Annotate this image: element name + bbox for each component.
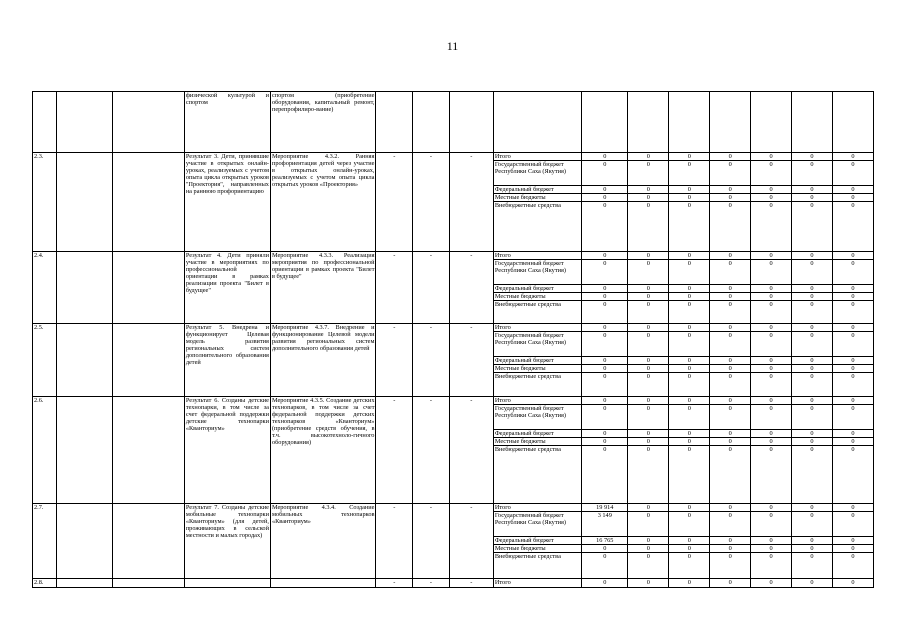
value-cell: 0 — [628, 397, 669, 405]
value-cell: 0 — [628, 504, 669, 512]
value-cell: 0 — [832, 579, 873, 588]
funding-source: Внебюджетные средства — [493, 373, 581, 397]
funding-source: Федеральный бюджет — [493, 186, 581, 194]
value-cell: 0 — [669, 405, 710, 430]
empty-cell — [56, 397, 112, 504]
funding-source: Государственный бюджет Республики Саха (Якутия) — [493, 405, 581, 430]
value-cell: 0 — [669, 545, 710, 553]
row-number: 2.4. — [33, 252, 57, 324]
value-cell: 0 — [669, 301, 710, 324]
value-cell: 0 — [792, 537, 833, 545]
funding-source: Местные бюджеты — [493, 545, 581, 553]
dash-cell: - — [413, 504, 450, 579]
value-cell: 0 — [751, 373, 792, 397]
value-cell: 0 — [710, 373, 751, 397]
value-cell: 0 — [751, 504, 792, 512]
value-cell: 0 — [832, 430, 873, 438]
funding-source: Местные бюджеты — [493, 438, 581, 446]
value-cell: 0 — [751, 446, 792, 504]
empty-cell — [56, 324, 112, 397]
value-cell: 0 — [710, 579, 751, 588]
value-cell: 0 — [628, 365, 669, 373]
value-cell: 0 — [832, 373, 873, 397]
value-cell: 0 — [710, 397, 751, 405]
value-cell: 0 — [628, 357, 669, 365]
value-cell: 0 — [669, 357, 710, 365]
value-cell: 0 — [832, 285, 873, 293]
value-cell: 0 — [792, 512, 833, 537]
value-cell: 0 — [710, 537, 751, 545]
value-cell: 0 — [582, 293, 628, 301]
dash-cell: - — [376, 153, 413, 252]
value-cell: 0 — [582, 186, 628, 194]
empty-cell — [56, 579, 112, 588]
value-cell: 0 — [792, 545, 833, 553]
measure-cell: Мероприятие 4.3.2. Ранняя профориентация детей через участие в открытых онлайн-уроках, реализуемых с учетом опыта цикла открытых уроков «Проектория» — [270, 153, 376, 252]
value-cell: 0 — [669, 293, 710, 301]
value-cell: 0 — [628, 301, 669, 324]
value-cell: 0 — [669, 202, 710, 252]
value-cell: 0 — [751, 194, 792, 202]
funding-source: Федеральный бюджет — [493, 357, 581, 365]
value-cell: 0 — [669, 397, 710, 405]
table-row-continued — [33, 92, 874, 153]
value-cell: 0 — [628, 186, 669, 194]
empty-cell — [792, 92, 833, 153]
value-cell: 0 — [792, 504, 833, 512]
value-cell: 0 — [669, 430, 710, 438]
value-cell: 0 — [792, 373, 833, 397]
value-cell: 0 — [751, 285, 792, 293]
value-cell: 0 — [628, 161, 669, 186]
value-cell: 0 — [792, 405, 833, 430]
funding-source: Государственный бюджет Республики Саха (Якутия) — [493, 332, 581, 357]
table-row — [33, 397, 874, 405]
value-cell: 0 — [792, 252, 833, 260]
value-cell: 0 — [751, 293, 792, 301]
value-cell: 0 — [832, 153, 873, 161]
value-cell: 0 — [751, 397, 792, 405]
value-cell: 0 — [710, 553, 751, 579]
empty-cell — [449, 92, 493, 153]
empty-cell — [751, 92, 792, 153]
funding-source: Итого — [493, 153, 581, 161]
num-cell — [33, 92, 57, 153]
value-cell: 0 — [751, 545, 792, 553]
value-cell: 0 — [710, 186, 751, 194]
value-cell: 0 — [792, 332, 833, 357]
value-cell: 0 — [710, 161, 751, 186]
empty-cell — [112, 504, 184, 579]
value-cell: 0 — [832, 332, 873, 357]
value-cell: 0 — [710, 504, 751, 512]
value-cell: 0 — [832, 405, 873, 430]
dash-cell: - — [413, 252, 450, 324]
value-cell: 0 — [582, 553, 628, 579]
value-cell: 0 — [628, 537, 669, 545]
empty-cell — [413, 92, 450, 153]
value-cell: 0 — [710, 285, 751, 293]
value-cell: 0 — [792, 357, 833, 365]
dash-cell: - — [413, 153, 450, 252]
value-cell: 0 — [628, 553, 669, 579]
value-cell: 0 — [792, 161, 833, 186]
measure-cell: Мероприятие 4.3.5. Создание детских технопарков, в том числе за счет федеральной поддержки детских технопарков «Кванториум» (приобретение средств обучения, в т.ч. высокотехноло-гичного оборудования) — [270, 397, 376, 504]
value-cell: 0 — [832, 504, 873, 512]
empty-cell — [56, 92, 112, 153]
value-cell: 0 — [792, 293, 833, 301]
value-cell: 0 — [669, 504, 710, 512]
result-cell: Результат 5. Внедрена и функционирует Целевая модель развития региональных систем дополнительного образования детей — [184, 324, 270, 397]
table-row — [33, 504, 874, 512]
value-cell: 0 — [582, 446, 628, 504]
value-cell: 0 — [832, 545, 873, 553]
value-cell: 0 — [832, 446, 873, 504]
value-cell: 0 — [710, 252, 751, 260]
dash-cell: - — [449, 153, 493, 252]
value-cell: 0 — [832, 365, 873, 373]
value-cell: 0 — [792, 446, 833, 504]
value-cell: 0 — [710, 365, 751, 373]
value-cell: 0 — [832, 161, 873, 186]
value-cell: 0 — [628, 512, 669, 537]
value-cell: 0 — [628, 579, 669, 588]
funding-source: Итого — [493, 324, 581, 332]
dash-cell: - — [449, 397, 493, 504]
funding-source: Местные бюджеты — [493, 194, 581, 202]
value-cell: 0 — [669, 194, 710, 202]
value-cell: 0 — [628, 194, 669, 202]
value-cell: 0 — [582, 332, 628, 357]
value-cell: 0 — [582, 301, 628, 324]
value-cell: 0 — [751, 153, 792, 161]
value-cell: 0 — [710, 293, 751, 301]
value-cell: 0 — [792, 365, 833, 373]
value-cell: 0 — [792, 285, 833, 293]
value-cell: 0 — [751, 365, 792, 373]
row-number: 2.6. — [33, 397, 57, 504]
row-number: 2.3. — [33, 153, 57, 252]
value-cell: 0 — [710, 202, 751, 252]
empty-cell — [669, 92, 710, 153]
value-cell: 0 — [751, 332, 792, 357]
funding-source: Внебюджетные средства — [493, 202, 581, 252]
value-cell: 0 — [710, 357, 751, 365]
dash-cell: - — [449, 252, 493, 324]
funding-source: Государственный бюджет Республики Саха (Якутия) — [493, 161, 581, 186]
row-number: 2.5. — [33, 324, 57, 397]
value-cell: 0 — [832, 260, 873, 285]
funding-source: Итого — [493, 397, 581, 405]
value-cell: 0 — [628, 324, 669, 332]
empty-cell — [493, 92, 581, 153]
value-cell: 0 — [582, 397, 628, 405]
value-cell: 0 — [669, 260, 710, 285]
value-cell: 0 — [582, 438, 628, 446]
value-cell: 0 — [832, 301, 873, 324]
empty-cell — [112, 153, 184, 252]
empty-cell — [832, 92, 873, 153]
value-cell: 0 — [628, 446, 669, 504]
value-cell: 0 — [628, 405, 669, 430]
dash-cell: - — [376, 397, 413, 504]
value-cell: 0 — [669, 537, 710, 545]
value-cell: 0 — [628, 373, 669, 397]
value-cell: 0 — [751, 512, 792, 537]
empty-cell — [56, 252, 112, 324]
result-cell: физической культурой и спортом — [184, 92, 270, 153]
value-cell: 0 — [710, 324, 751, 332]
value-cell: 3 149 — [582, 512, 628, 537]
value-cell: 0 — [832, 537, 873, 545]
value-cell: 0 — [792, 153, 833, 161]
value-cell: 0 — [669, 365, 710, 373]
value-cell: 0 — [710, 405, 751, 430]
value-cell: 0 — [669, 252, 710, 260]
value-cell: 0 — [832, 357, 873, 365]
value-cell: 0 — [792, 553, 833, 579]
funding-source: Внебюджетные средства — [493, 446, 581, 504]
measure-cell: Мероприятие 4.3.4. Создание мобильных технопарков «Кванториум» — [270, 504, 376, 579]
value-cell: 0 — [669, 285, 710, 293]
value-cell: 0 — [710, 153, 751, 161]
empty-cell — [112, 92, 184, 153]
value-cell: 0 — [669, 579, 710, 588]
value-cell: 0 — [582, 194, 628, 202]
value-cell: 0 — [751, 301, 792, 324]
value-cell: 0 — [669, 153, 710, 161]
funding-source: Внебюджетные средства — [493, 553, 581, 579]
empty-cell — [710, 92, 751, 153]
funding-source: Федеральный бюджет — [493, 430, 581, 438]
value-cell: 0 — [751, 324, 792, 332]
empty-cell — [56, 504, 112, 579]
funding-source: Государственный бюджет Республики Саха (Якутия) — [493, 512, 581, 537]
value-cell: 0 — [669, 438, 710, 446]
value-cell: 0 — [751, 537, 792, 545]
value-cell: 0 — [628, 545, 669, 553]
value-cell: 0 — [751, 438, 792, 446]
value-cell: 0 — [751, 202, 792, 252]
value-cell: 0 — [710, 194, 751, 202]
value-cell: 0 — [628, 260, 669, 285]
value-cell: 16 765 — [582, 537, 628, 545]
value-cell: 0 — [751, 161, 792, 186]
table-row-last — [33, 579, 874, 588]
value-cell: 0 — [832, 186, 873, 194]
value-cell: 0 — [628, 202, 669, 252]
value-cell: 0 — [832, 293, 873, 301]
value-cell: 0 — [710, 545, 751, 553]
value-cell: 0 — [628, 252, 669, 260]
page-number: 11 — [446, 39, 459, 53]
value-cell: 0 — [710, 301, 751, 324]
value-cell: 0 — [792, 186, 833, 194]
funding-source: Федеральный бюджет — [493, 537, 581, 545]
dash-cell: - — [413, 324, 450, 397]
value-cell: 0 — [582, 579, 628, 588]
empty-cell — [582, 92, 628, 153]
measure-cell: спортом (приобретение оборудования, капитальный ремонт, перепрофилиро-вание) — [270, 92, 376, 153]
value-cell: 0 — [792, 301, 833, 324]
value-cell: 0 — [628, 332, 669, 357]
dash-cell: - — [376, 324, 413, 397]
dash-cell: - — [449, 504, 493, 579]
value-cell: 0 — [582, 252, 628, 260]
funding-source: Государственный бюджет Республики Саха (Якутия) — [493, 260, 581, 285]
value-cell: 0 — [582, 545, 628, 553]
dash-cell: - — [449, 579, 493, 588]
value-cell: 0 — [832, 252, 873, 260]
table-row — [33, 153, 874, 161]
funding-source: Итого — [493, 579, 581, 588]
value-cell: 0 — [792, 324, 833, 332]
value-cell: 0 — [792, 194, 833, 202]
result-cell: Результат 4. Дети приняли участие в мероприятиях по профессиональной ориентации в рамках реализации проекта "Билет в будущее" — [184, 252, 270, 324]
value-cell: 0 — [832, 512, 873, 537]
empty-cell — [56, 153, 112, 252]
value-cell: 0 — [751, 405, 792, 430]
value-cell: 0 — [832, 397, 873, 405]
table-row — [33, 324, 874, 332]
empty-cell — [270, 579, 376, 588]
result-cell: Результат 7. Созданы детские мобильные технопарки «Кванториум» (для детей, проживающих в сельской местности и малых городах) — [184, 504, 270, 579]
value-cell: 0 — [710, 332, 751, 357]
value-cell: 0 — [832, 438, 873, 446]
value-cell: 0 — [669, 512, 710, 537]
result-cell: Результат 3. Дети, принявшие участие в открытых онлайн-уроках, реализуемых с учетом опыта цикла открытых уроков "Проектория", направленных на раннюю профориентацию — [184, 153, 270, 252]
funding-source: Местные бюджеты — [493, 293, 581, 301]
funding-source: Федеральный бюджет — [493, 285, 581, 293]
value-cell: 0 — [710, 430, 751, 438]
value-cell: 0 — [751, 260, 792, 285]
empty-cell — [376, 92, 413, 153]
value-cell: 0 — [628, 153, 669, 161]
result-cell: Результат 6. Созданы детские технопарки, в том числе за счет федеральной поддержки детские технопарки «Кванториум» — [184, 397, 270, 504]
value-cell: 0 — [792, 430, 833, 438]
funding-source: Внебюджетные средства — [493, 301, 581, 324]
value-cell: 0 — [628, 293, 669, 301]
dash-cell: - — [413, 579, 450, 588]
value-cell: 19 914 — [582, 504, 628, 512]
value-cell: 0 — [669, 446, 710, 504]
row-number: 2.8. — [33, 579, 57, 588]
value-cell: 0 — [792, 260, 833, 285]
measure-cell: Мероприятие 4.3.7. Внедрение и функционирование Целевой модели развития региональных систем дополнительного образования детей — [270, 324, 376, 397]
value-cell: 0 — [582, 260, 628, 285]
value-cell: 0 — [628, 438, 669, 446]
funding-source: Местные бюджеты — [493, 365, 581, 373]
value-cell: 0 — [582, 373, 628, 397]
empty-cell — [628, 92, 669, 153]
value-cell: 0 — [582, 153, 628, 161]
value-cell: 0 — [669, 373, 710, 397]
value-cell: 0 — [792, 579, 833, 588]
value-cell: 0 — [751, 252, 792, 260]
value-cell: 0 — [582, 285, 628, 293]
empty-cell — [184, 579, 270, 588]
value-cell: 0 — [832, 202, 873, 252]
empty-cell — [112, 397, 184, 504]
value-cell: 0 — [582, 357, 628, 365]
value-cell: 0 — [582, 161, 628, 186]
value-cell: 0 — [628, 285, 669, 293]
funding-source: Итого — [493, 252, 581, 260]
value-cell: 0 — [710, 446, 751, 504]
empty-cell — [112, 579, 184, 588]
measure-cell: Мероприятие 4.3.3. Реализация мероприятия по профессиональной ориентации в рамках проекта "Билет в будущее" — [270, 252, 376, 324]
value-cell: 0 — [792, 202, 833, 252]
row-number: 2.7. — [33, 504, 57, 579]
value-cell: 0 — [582, 365, 628, 373]
value-cell: 0 — [669, 332, 710, 357]
value-cell: 0 — [669, 186, 710, 194]
value-cell: 0 — [751, 186, 792, 194]
dash-cell: - — [376, 252, 413, 324]
value-cell: 0 — [832, 553, 873, 579]
value-cell: 0 — [669, 553, 710, 579]
value-cell: 0 — [832, 194, 873, 202]
value-cell: 0 — [751, 579, 792, 588]
value-cell: 0 — [582, 405, 628, 430]
empty-cell — [112, 252, 184, 324]
funding-source: Итого — [493, 504, 581, 512]
value-cell: 0 — [792, 438, 833, 446]
empty-cell — [112, 324, 184, 397]
value-cell: 0 — [710, 512, 751, 537]
value-cell: 0 — [710, 438, 751, 446]
table-row — [33, 252, 874, 260]
dash-cell: - — [376, 579, 413, 588]
value-cell: 0 — [628, 430, 669, 438]
value-cell: 0 — [582, 430, 628, 438]
value-cell: 0 — [582, 324, 628, 332]
value-cell: 0 — [751, 357, 792, 365]
value-cell: 0 — [669, 161, 710, 186]
value-cell: 0 — [669, 324, 710, 332]
dash-cell: - — [413, 397, 450, 504]
value-cell: 0 — [832, 324, 873, 332]
program-table — [32, 91, 874, 588]
value-cell: 0 — [751, 553, 792, 579]
value-cell: 0 — [710, 260, 751, 285]
value-cell: 0 — [792, 397, 833, 405]
value-cell: 0 — [751, 430, 792, 438]
dash-cell: - — [449, 324, 493, 397]
dash-cell: - — [376, 504, 413, 579]
value-cell: 0 — [582, 202, 628, 252]
